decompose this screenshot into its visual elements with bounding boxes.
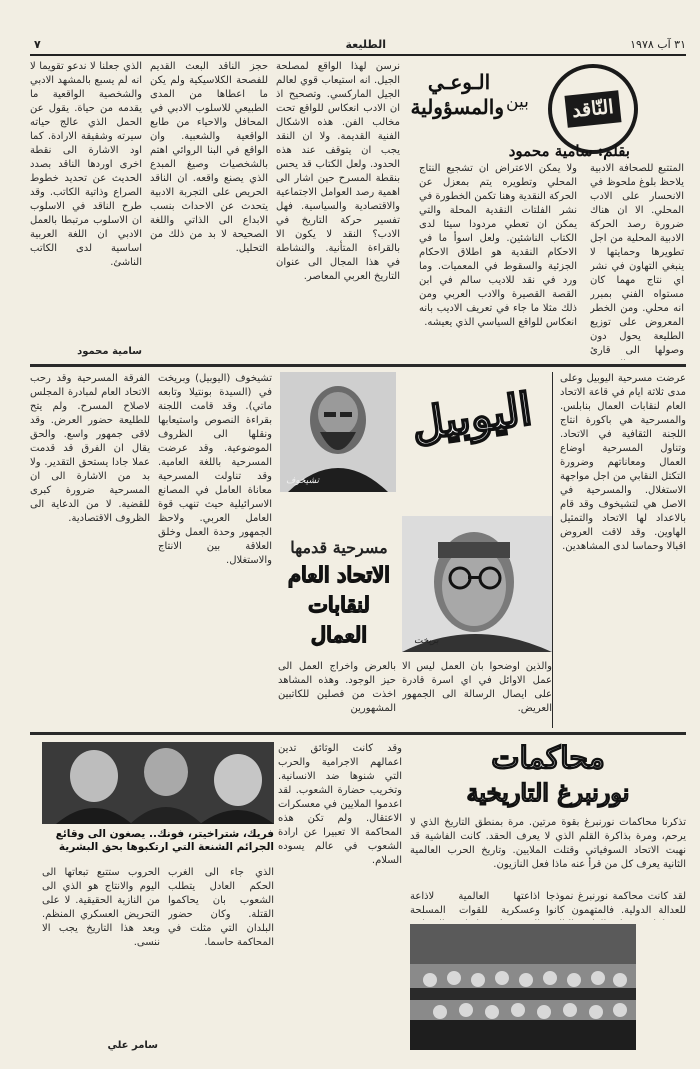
section1-column-3: نرسن لهذا الواقع لمصلحة الجيل. انه استيعاب قوي لعالم الجيل الماركسي. وتصحيح اذ ان الادب انعكاس للواقع تحت مخالب الفن. هذه الاشكال الفنية القديمة. ولا ان النقد يجب ان يتوقف عند هذه الحدود. ولعل الكتاب قد يحس بنقطة المسرح حين اشار الى اهمية رصد العوامل الاجتماعية والاقتصادية والسياسية. فهل تفسير حركة التاريخ في الادب؟ النقد لا يكون الا بالقراءة المتأنية. والنشاطة في هذا المجال الى عنوان التاريخ العربي المعاصر.: [276, 61, 400, 282]
nuremberg-right-column: لقد كانت محاكمة نورنبرغ نموذجا للعدالة الدولية. فالمتهمون كانوا: [546, 891, 686, 916]
section1-column-1: المتتبع للصحافة الادبية يلاحظ بلوغ ملحوظ في الانحسار على الادب المحلي. الا ان هناك ضرورة رصد الحركة الادبية المحلية من اجل تطويرها وحمايتها لا ينبغي التهاون في نشر اي نتاج مهما كان مستواه الفني بمبرر انه محلي. ومن الخطر المعروض على توزيع الطليعة يحول دون وصولها الى قارئ: [590, 163, 684, 356]
section1-signature: سامية محمود: [77, 346, 142, 357]
section2-bottom-right-text: والذين اوضحوا بان العمل ليس الا عمل الاوائل في اي اسرة قادرة على ايصال الرسالة الى الجمهور العريض.: [402, 661, 552, 714]
nuremberg-bottom-middle-column: الذي جاء الى الغرب الحكم العادل يتطلب الشعوب بان يحاكموا القتلة. وكان حضور البلدان التي مثلت في المحاكمة حاسما.: [168, 867, 274, 948]
section1-column-5: الذي جعلنا لا ندعو تقويما لا انه لم يسبع بالمشهد الادبي والشخصية الواقعية ما يقدمه من حياة. يقول عن الحمل الذي عالج حياته سيرته وشقيقة الارادة. كما اود الاشارة الى نقطة اخرى اوردها الناقد بصدد الحديث عن تحديد خطوط الصراع وذاتية الكاتب. وقد طرح الناقد في الاسلوب ان الاسلوب مرتبطا بالعمل الادبي ان اللغة العربية اساسية لدى الكاتب الناشئ.: [30, 61, 142, 268]
publication-name: الطليعة: [345, 38, 386, 51]
page-header: [30, 38, 686, 56]
nuremberg-title-top: محاكمات: [491, 741, 605, 776]
chekhov-photo: [280, 372, 396, 492]
nuremberg-intro: تذكرنا محاكمات نورنبرغ بقوة مرتين. مرة بمنطق التاريخ الذي لا يرحم، ومرة بذاكرة القلم الذي لا يعرف الحقد. كانت الفاشية قد نهبت الاتحاد السوفياتي وقتلت الملايين. وتاريخ الحرب العالمية الثانية يعرف كل من قرأ عنه ماذا فعل النازيون.: [410, 817, 686, 870]
section1-column-4: حجز الناقد البعث القديم للفصحة الكلاسيكية ولم يكن ما اعطاها من المدى الطبيعي للاسلوب الادبي في المحافل والاحياء من طابع الواقعية والشعبية. وان الواقع في البنا الروائي اهتم بالشخصيات وصيغ المبدع الذي يصنع واقعه. ان الناقد الحريص على التجربة الادبية يتحدث عن الاحداث بنسب الابداع الى الذاتي واللغة الصحيحة لا بد من ذلك من التحليل.: [150, 61, 268, 254]
issue-date: ٣١ آب ١٩٧٨: [630, 38, 686, 51]
section2-left-column: الفرقة المسرحية وقد رحب الاتحاد العام لمبادرة المجلس لاصلاح المسرح. ولم يتح للطليعة حضور العرض. وقد لاقى جمهور واسع. والحق يقال ان الفرق قد قدمت عملا جادا يستحق التقدير. ولا بد من الاشارة الى ان المسرحية ضرورة كبرى للقضية. لا من الدعاية الى الظروف الاقتصادية.: [30, 373, 150, 524]
section1-column-2: ولا يمكن الاعتراض ان تشجيع النتاج المحلي وتطويره يتم بمعزل عن الحركة النقدية وهنا تكمن الخطورة في نشر الفلتات النقدية المحلة والتي يمكن ان تعطي مردودا سيئا لدى الكتاب الناشئين. ولعل اسوأ ما في الاحكام النقدية هو اطلاق الاحكام الجزئية والسقوط في المعميات. وما ورد في نقد للاديب سالم في ابن القصة القصيرة والادب العربي ومن ذلك مثلا ما جاء في تعريف الاديب بانه انعكاس للواقع السياسي الذي يعيشه.: [419, 163, 577, 328]
nuremberg-signature: سامر علي: [107, 1040, 158, 1051]
nuremberg-left-column: وقد كانت الوثائق تدين اعمالهم الاجرامية والحرب التي شنوها ضد الانسانية. وتخريب حضارة الشعوب. لقد اعدموا الملايين في معسكرات الاعتقال. ولم تكن هذه المحاكمة الا تعبيرا عن ارادة الشعوب في عالم يسوده السلام.: [278, 743, 402, 866]
section2-bottom-middle-text: بالعرض واخراج العمل الى حيز الوجود. وهذه المشاهد اخذت من فصلين للكاتبين المشهورين: [278, 661, 396, 714]
chekhov-caption: تشيخوف: [286, 476, 320, 486]
nuremberg-middle-column: اذاعتها العالمية لاذاعة وعسكرية للقوات المسلحة: [410, 891, 540, 916]
chekhov-portrait: [280, 372, 396, 492]
nuremberg-title-bottom: نورنبرغ التاريخية: [466, 778, 630, 807]
article-byline: بقلم: سامية محمود: [508, 142, 630, 160]
nuremberg-courtroom-photo: [410, 924, 636, 1050]
page-number: ٧: [34, 38, 41, 51]
brecht-photo: [402, 516, 552, 652]
jubilee-banner: اليوبيل: [408, 383, 535, 452]
courtroom-image: [410, 924, 636, 1050]
section2-middle-column: تشيخوف (اليوبيل) وبريخت في (السيدة بونتيلا وتابعه ماتي). وقد قامت اللجنة بقراءة النصوص واستيعابها ونقلها الى الظروف الموضوعية. وقد عرضت المسرحية باللغة العامية. وقد تناولت المسرحية معاناة العامل في المصانع الاسرائيلية حيث تنهب قوة العامل العربي. ولاحظ الجمهور وحدة العمل وخلق العلاقة بين الانتاج والاستغلال.: [158, 373, 272, 566]
section-divider: [30, 364, 686, 367]
critic-logo: [548, 64, 638, 154]
nuremberg-bottom-right-column: الحروب ستتبع تبعاتها الى اليوم والانتاج هو الذي الى من النازية الحقيقية. لا على التحريض العسكري المنظم. وبعد هذا التاريخ يجب الا ننسى.: [42, 867, 160, 948]
defendants-caption: فريك، شتراخيتر، فونك.. يصغون الى وقائع الجرائم الشنعة التي ارتكبوها بحق البشرية: [55, 828, 274, 853]
brecht-portrait: [402, 516, 552, 652]
section-divider: [30, 732, 686, 735]
play-subtitle: مسرحية قدمها: [290, 538, 388, 557]
brecht-caption: بريخت: [414, 636, 439, 646]
critic-logo-text: النّاقد: [565, 90, 622, 127]
article-title: الـوعـي والمسؤولية: [410, 70, 504, 119]
article-title-between: بين: [506, 92, 529, 112]
column-rule: [552, 372, 553, 728]
play-title: الاتحاد العام لنقابات العمال: [287, 562, 391, 647]
defendants-photo: [42, 742, 274, 824]
section2-right-column: عرضت مسرحية اليوبيل وعلى مدى ثلاثة ايام في قاعة الاتحاد العام لنقابات العمال بنابلس. والمسرحية هي باكورة انتاج اللجنة الثقافية في الاتحاد. وتناول المسرحية اوضاع العمال ومعاناتهم وضرورة التكتل النقابي من اجل مواجهة الاستغلال. والمسرحية في الاصل هي لتشيخوف وقد قام بالاعداد لها الاتحاد والتمثيل الهاوين. وقد لاقت العروض اقبالا وحماسا لدى المشاهدين.: [560, 373, 686, 552]
defendants-image: [42, 742, 274, 824]
